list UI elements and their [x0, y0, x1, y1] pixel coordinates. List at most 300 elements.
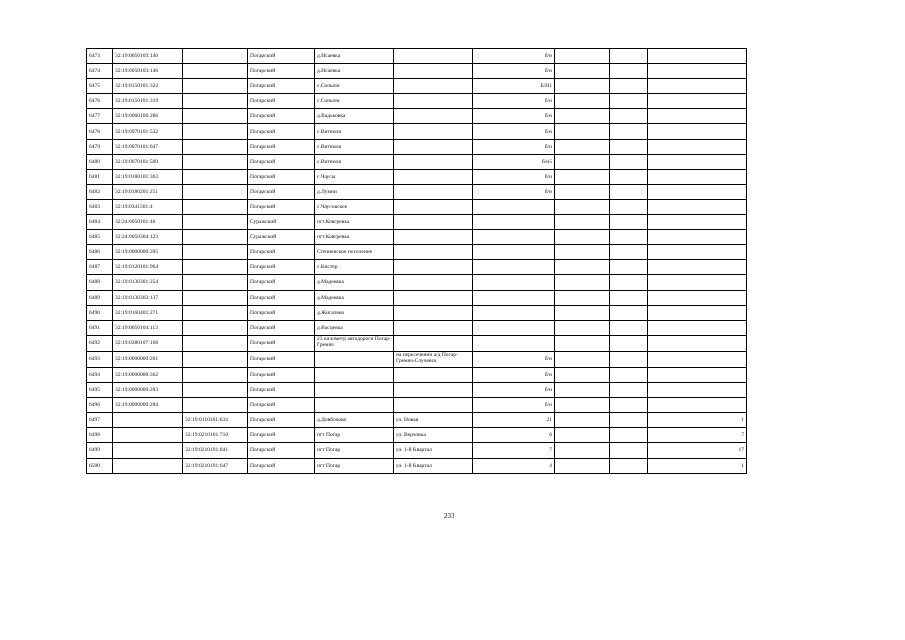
cadastral-number-cell: 32:19:0000000:261	[113, 351, 183, 367]
locality-cell: пгт Погар	[315, 443, 394, 458]
house-number-cell	[473, 199, 555, 214]
district-cell: Погарский	[248, 305, 315, 320]
row-number: 6499	[87, 443, 113, 458]
house-number-cell: б/н	[473, 94, 555, 109]
empty-cell	[610, 428, 648, 443]
locality-cell: с.Сопычи	[315, 79, 394, 94]
empty-cell	[555, 290, 610, 305]
row-number: 6490	[87, 305, 113, 320]
empty-cell	[555, 109, 610, 124]
locality-cell: с.Витемля	[315, 124, 394, 139]
cadastral-number-alt-cell	[183, 124, 248, 139]
empty-cell	[555, 458, 610, 473]
table-body	[87, 49, 747, 474]
empty-cell	[555, 275, 610, 290]
empty-cell	[610, 275, 648, 290]
empty-cell	[610, 245, 648, 260]
table-row	[87, 64, 747, 79]
table-row	[87, 124, 747, 139]
district-cell: Погарский	[248, 139, 315, 154]
cadastral-number-alt-cell	[183, 154, 248, 169]
row-number: 6487	[87, 260, 113, 275]
district-cell: Погарский	[248, 275, 315, 290]
table-row	[87, 245, 747, 260]
district-cell: Погарский	[248, 109, 315, 124]
house-number-cell	[473, 245, 555, 260]
street-cell	[394, 154, 473, 169]
cadastral-number-alt-cell: 32:19:0110101:634	[183, 413, 248, 428]
cadastral-number-alt-cell	[183, 305, 248, 320]
house-number-cell: б/н	[473, 139, 555, 154]
house-number-cell	[473, 335, 555, 351]
street-cell	[394, 245, 473, 260]
row-number: 6479	[87, 139, 113, 154]
empty-cell	[555, 443, 610, 458]
street-cell	[394, 184, 473, 199]
cadastral-number-cell: 32:19:0050103:140	[113, 49, 183, 64]
building-number-cell	[648, 275, 747, 290]
table-row	[87, 109, 747, 124]
house-number-cell: Б/Н1	[473, 79, 555, 94]
district-cell: Погарский	[248, 428, 315, 443]
cadastral-number-cell: 32:19:0000000:362	[113, 367, 183, 382]
empty-cell	[555, 260, 610, 275]
cadastral-number-alt-cell	[183, 79, 248, 94]
locality-cell: д.Мадеевка	[315, 275, 394, 290]
empty-cell	[555, 184, 610, 199]
row-number: 6500	[87, 458, 113, 473]
row-number: 6488	[87, 275, 113, 290]
page-number: 233	[444, 512, 455, 520]
cadastral-number-cell: 32:19:0180201:251	[113, 184, 183, 199]
building-number-cell	[648, 245, 747, 260]
street-cell: ул. Новая	[394, 413, 473, 428]
locality-cell: с.Витемля	[315, 139, 394, 154]
district-cell: Погарский	[248, 458, 315, 473]
house-number-cell: б/н	[473, 184, 555, 199]
building-number-cell	[648, 64, 747, 79]
street-cell: ул. 1-й Квартал	[394, 458, 473, 473]
cadastral-number-cell: 32:19:0150101:322	[113, 79, 183, 94]
cadastral-number-alt-cell	[183, 290, 248, 305]
building-number-cell	[648, 215, 747, 230]
empty-cell	[555, 383, 610, 398]
empty-cell	[610, 320, 648, 335]
cadastral-number-cell: 32:19:0150101:319	[113, 94, 183, 109]
cadastral-number-cell: 32:19:0050104:113	[113, 320, 183, 335]
empty-cell	[610, 290, 648, 305]
cadastral-number-alt-cell	[183, 64, 248, 79]
street-cell	[394, 335, 473, 351]
empty-cell	[610, 94, 648, 109]
row-number: 6492	[87, 335, 113, 351]
cadastral-number-cell	[113, 458, 183, 473]
cadastral-number-alt-cell	[183, 139, 248, 154]
street-cell	[394, 94, 473, 109]
district-cell: Погарский	[248, 79, 315, 94]
table-row	[87, 320, 747, 335]
row-number: 6478	[87, 124, 113, 139]
empty-cell	[555, 139, 610, 154]
locality-cell: д.Вадьковка	[315, 109, 394, 124]
table-row	[87, 230, 747, 245]
district-cell: Погарский	[248, 199, 315, 214]
empty-cell	[555, 124, 610, 139]
row-number: 6486	[87, 245, 113, 260]
table-row	[87, 428, 747, 443]
row-number: 6493	[87, 351, 113, 367]
building-number-cell	[648, 398, 747, 413]
house-number-cell: 21	[473, 413, 555, 428]
street-cell	[394, 124, 473, 139]
building-number-cell	[648, 94, 747, 109]
house-number-cell: б/н	[473, 64, 555, 79]
locality-cell: с.Сопычи	[315, 94, 394, 109]
street-cell: на пересечении а/д Погар-Гремяч-Случевск	[394, 351, 473, 367]
empty-cell	[610, 79, 648, 94]
street-cell	[394, 398, 473, 413]
cadastral-number-alt-cell	[183, 335, 248, 351]
empty-cell	[555, 230, 610, 245]
cadastral-number-alt-cell	[183, 230, 248, 245]
cadastral-number-alt-cell	[183, 215, 248, 230]
empty-cell	[610, 458, 648, 473]
table-row	[87, 275, 747, 290]
row-number: 6473	[87, 49, 113, 64]
house-number-cell: б/н	[473, 124, 555, 139]
empty-cell	[610, 383, 648, 398]
locality-cell: д.Довбочово	[315, 413, 394, 428]
cadastral-number-alt-cell	[183, 49, 248, 64]
empty-cell	[610, 169, 648, 184]
cadastral-number-cell: 32:19:0130303:137	[113, 290, 183, 305]
cadastral-number-alt-cell	[183, 320, 248, 335]
district-cell: Погарский	[248, 383, 315, 398]
cadastral-number-cell: 32:19:0120101:964	[113, 260, 183, 275]
building-number-cell	[648, 139, 747, 154]
cadastral-number-cell: 32:19:0130301:254	[113, 275, 183, 290]
street-cell	[394, 260, 473, 275]
building-number-cell	[648, 184, 747, 199]
table-row	[87, 199, 747, 214]
district-cell: Погарский	[248, 64, 315, 79]
cadastral-number-cell	[113, 413, 183, 428]
empty-cell	[555, 199, 610, 214]
locality-cell: с.Кистер	[315, 260, 394, 275]
cadastral-number-cell: 32:19:0000000:283	[113, 383, 183, 398]
house-number-cell: б/н	[473, 367, 555, 382]
table-row	[87, 215, 747, 230]
building-number-cell: 1	[648, 458, 747, 473]
empty-cell	[610, 215, 648, 230]
cadastral-number-alt-cell	[183, 260, 248, 275]
house-number-cell	[473, 320, 555, 335]
cadastral-number-cell: 32:19:0070101:647	[113, 139, 183, 154]
district-cell: Погарский	[248, 443, 315, 458]
district-cell: Погарский	[248, 367, 315, 382]
locality-cell: с.Чаусы	[315, 169, 394, 184]
cadastral-number-cell	[113, 443, 183, 458]
district-cell: Погарский	[248, 94, 315, 109]
building-number-cell	[648, 335, 747, 351]
cadastral-number-cell: 32:19:0180101:363	[113, 169, 183, 184]
empty-cell	[610, 64, 648, 79]
building-number-cell	[648, 320, 747, 335]
cadastral-number-alt-cell	[183, 199, 248, 214]
register-table	[86, 48, 747, 474]
locality-cell: д.Лумни	[315, 184, 394, 199]
table-row	[87, 79, 747, 94]
locality-cell: пгт.Ковгревка	[315, 230, 394, 245]
table-row	[87, 398, 747, 413]
table-row	[87, 169, 747, 184]
building-number-cell	[648, 367, 747, 382]
empty-cell	[610, 230, 648, 245]
locality-cell	[315, 367, 394, 382]
empty-cell	[555, 367, 610, 382]
empty-cell	[610, 184, 648, 199]
locality-cell	[315, 398, 394, 413]
row-number: 6481	[87, 169, 113, 184]
table-row	[87, 260, 747, 275]
street-cell	[394, 169, 473, 184]
locality-cell: пгт Погар	[315, 428, 394, 443]
street-cell	[394, 290, 473, 305]
building-number-cell	[648, 154, 747, 169]
locality-cell: д.Васцевка	[315, 320, 394, 335]
cadastral-number-cell: 32:19:0070101:532	[113, 124, 183, 139]
cadastral-number-alt-cell	[183, 109, 248, 124]
building-number-cell	[648, 169, 747, 184]
empty-cell	[610, 398, 648, 413]
table-row	[87, 290, 747, 305]
empty-cell	[555, 154, 610, 169]
building-number-cell	[648, 305, 747, 320]
district-cell: Суражский	[248, 230, 315, 245]
street-cell	[394, 139, 473, 154]
building-number-cell: 7	[648, 428, 747, 443]
empty-cell	[555, 64, 610, 79]
district-cell: Погарский	[248, 49, 315, 64]
cadastral-number-cell: 32:24:0050101:46	[113, 215, 183, 230]
street-cell	[394, 275, 473, 290]
row-number: 6480	[87, 154, 113, 169]
house-number-cell: 4	[473, 458, 555, 473]
row-number: 6494	[87, 367, 113, 382]
row-number: 6497	[87, 413, 113, 428]
house-number-cell	[473, 305, 555, 320]
table-row	[87, 367, 747, 382]
house-number-cell: б/н	[473, 398, 555, 413]
empty-cell	[610, 199, 648, 214]
house-number-cell: б/н	[473, 109, 555, 124]
locality-cell: с.Чаусовское	[315, 199, 394, 214]
row-number: 6474	[87, 64, 113, 79]
locality-cell: Стечненское поселение	[315, 245, 394, 260]
empty-cell	[610, 351, 648, 367]
locality-cell: пгт Погар	[315, 458, 394, 473]
cadastral-number-alt-cell: 32:19:0210101:841	[183, 443, 248, 458]
cadastral-number-alt-cell	[183, 275, 248, 290]
street-cell	[394, 383, 473, 398]
empty-cell	[555, 215, 610, 230]
house-number-cell	[473, 260, 555, 275]
building-number-cell	[648, 79, 747, 94]
district-cell: Погарский	[248, 154, 315, 169]
district-cell: Погарский	[248, 351, 315, 367]
empty-cell	[610, 443, 648, 458]
building-number-cell: 17	[648, 443, 747, 458]
street-cell	[394, 199, 473, 214]
empty-cell	[610, 154, 648, 169]
table-row	[87, 413, 747, 428]
row-number: 6495	[87, 383, 113, 398]
building-number-cell: 1	[648, 413, 747, 428]
table-row	[87, 139, 747, 154]
house-number-cell	[473, 215, 555, 230]
locality-cell: д.Исаевка	[315, 64, 394, 79]
empty-cell	[610, 139, 648, 154]
cadastral-number-alt-cell: 32:19:0210101:710	[183, 428, 248, 443]
table-row	[87, 49, 747, 64]
district-cell: Погарский	[248, 398, 315, 413]
cadastral-number-cell	[113, 428, 183, 443]
row-number: 6477	[87, 109, 113, 124]
locality-cell: д.Мадеевка	[315, 290, 394, 305]
empty-cell	[555, 398, 610, 413]
street-cell	[394, 230, 473, 245]
cadastral-number-cell: 32:19:0070101:509	[113, 154, 183, 169]
table-row	[87, 443, 747, 458]
cadastral-number-cell: 32:19:0050103:146	[113, 64, 183, 79]
building-number-cell	[648, 383, 747, 398]
house-number-cell: б/н	[473, 351, 555, 367]
building-number-cell	[648, 260, 747, 275]
cadastral-number-cell: 32:19:0341501:4	[113, 199, 183, 214]
cadastral-number-cell: 32:19:0000000:395	[113, 245, 183, 260]
row-number: 6476	[87, 94, 113, 109]
street-cell: ул. 1-й Квартал	[394, 443, 473, 458]
building-number-cell	[648, 124, 747, 139]
table-row	[87, 154, 747, 169]
street-cell	[394, 305, 473, 320]
row-number: 6491	[87, 320, 113, 335]
row-number: 6483	[87, 199, 113, 214]
cadastral-number-alt-cell	[183, 245, 248, 260]
row-number: 6496	[87, 398, 113, 413]
empty-cell	[610, 260, 648, 275]
house-number-cell: 7	[473, 443, 555, 458]
empty-cell	[610, 109, 648, 124]
locality-cell: д.Жигалево	[315, 305, 394, 320]
street-cell	[394, 109, 473, 124]
empty-cell	[555, 79, 610, 94]
table-row	[87, 305, 747, 320]
street-cell	[394, 49, 473, 64]
house-number-cell: б/н	[473, 49, 555, 64]
cadastral-number-alt-cell	[183, 169, 248, 184]
empty-cell	[610, 335, 648, 351]
locality-cell: д.Исаевка	[315, 49, 394, 64]
table-row	[87, 184, 747, 199]
street-cell	[394, 320, 473, 335]
house-number-cell: б/н	[473, 383, 555, 398]
table-row	[87, 335, 747, 351]
empty-cell	[555, 335, 610, 351]
district-cell: Погарский	[248, 413, 315, 428]
cadastral-number-cell: 32:19:0160401:271	[113, 305, 183, 320]
cadastral-number-cell: 32:19:0060106:286	[113, 109, 183, 124]
cadastral-number-alt-cell	[183, 94, 248, 109]
district-cell: Погарский	[248, 124, 315, 139]
empty-cell	[610, 367, 648, 382]
house-number-cell	[473, 275, 555, 290]
empty-cell	[555, 305, 610, 320]
building-number-cell	[648, 230, 747, 245]
cadastral-number-alt-cell	[183, 398, 248, 413]
empty-cell	[555, 351, 610, 367]
building-number-cell	[648, 351, 747, 367]
empty-cell	[610, 49, 648, 64]
empty-cell	[555, 320, 610, 335]
locality-cell	[315, 351, 394, 367]
cadastral-number-alt-cell	[183, 367, 248, 382]
empty-cell	[555, 428, 610, 443]
district-cell: Погарский	[248, 169, 315, 184]
district-cell: Погарский	[248, 184, 315, 199]
cadastral-number-alt-cell	[183, 184, 248, 199]
street-cell	[394, 367, 473, 382]
empty-cell	[555, 413, 610, 428]
street-cell	[394, 79, 473, 94]
district-cell: Погарский	[248, 260, 315, 275]
house-number-cell: 6	[473, 428, 555, 443]
cadastral-number-alt-cell: 32:19:0210101:647	[183, 458, 248, 473]
cadastral-number-cell: 32:19:0000000:284	[113, 398, 183, 413]
locality-cell: с.Витемля	[315, 154, 394, 169]
locality-cell	[315, 383, 394, 398]
locality-cell: 23 километр автодороги Погар-Гремяч	[315, 335, 394, 351]
building-number-cell	[648, 49, 747, 64]
district-cell: Погарский	[248, 290, 315, 305]
row-number: 6489	[87, 290, 113, 305]
district-cell: Погарский	[248, 335, 315, 351]
street-cell: ул. Верховка	[394, 428, 473, 443]
cadastral-number-cell: 32:24:0050304:123	[113, 230, 183, 245]
building-number-cell	[648, 109, 747, 124]
empty-cell	[610, 305, 648, 320]
empty-cell	[555, 94, 610, 109]
empty-cell	[555, 169, 610, 184]
district-cell: Погарский	[248, 320, 315, 335]
street-cell	[394, 64, 473, 79]
cadastral-number-alt-cell	[183, 351, 248, 367]
row-number: 6475	[87, 79, 113, 94]
street-cell	[394, 215, 473, 230]
row-number: 6482	[87, 184, 113, 199]
table-row	[87, 351, 747, 367]
table-row	[87, 383, 747, 398]
house-number-cell: б/н5	[473, 154, 555, 169]
empty-cell	[555, 245, 610, 260]
house-number-cell: б/н	[473, 169, 555, 184]
house-number-cell	[473, 230, 555, 245]
cadastral-number-alt-cell	[183, 383, 248, 398]
house-number-cell	[473, 290, 555, 305]
building-number-cell	[648, 290, 747, 305]
building-number-cell	[648, 199, 747, 214]
empty-cell	[610, 124, 648, 139]
